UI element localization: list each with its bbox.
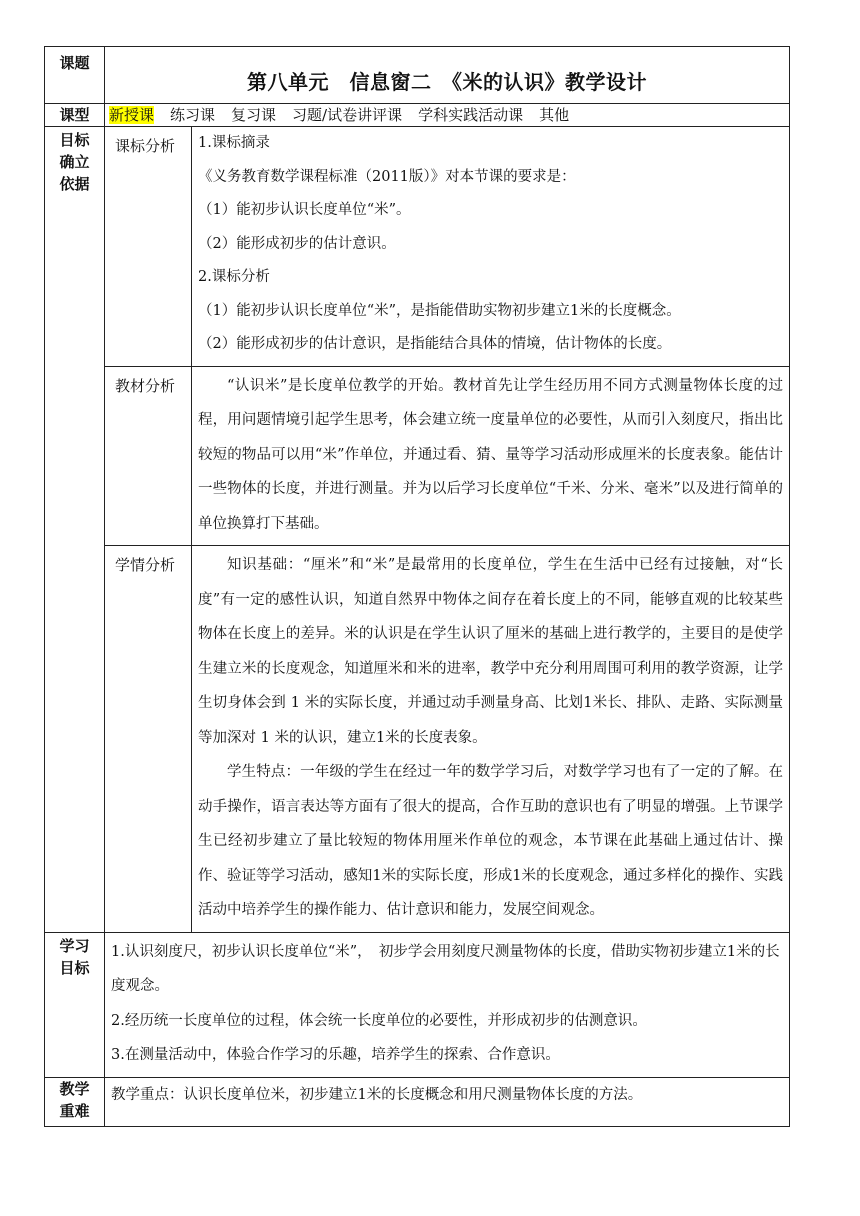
textbook-row <box>45 366 790 546</box>
goal-item: 2.经历统一长度单位的过程，体会统一长度单位的必要性，并形成初步的估测意识。 <box>111 1012 647 1029</box>
page-title: 第八单元 信息窗二 《米的认识》教学设计 <box>247 70 647 94</box>
goals-row <box>45 932 790 1077</box>
lesson-type-option: 新授课 <box>109 106 155 124</box>
standards-row <box>45 127 790 367</box>
lesson-type-option: 其他 <box>539 106 570 124</box>
standards-line: （1）能初步认识长度单位“米”。 <box>198 202 411 218</box>
students-content <box>192 546 790 933</box>
standards-line: 《义务教育数学课程标准（2011版）》对本节课的要求是： <box>198 168 576 185</box>
lesson-type-option: 学科实践活动课 <box>418 106 524 124</box>
topic-row <box>45 47 790 104</box>
standards-content <box>192 127 790 367</box>
standards-line: 2.课标分析 <box>198 269 270 285</box>
textbook-label: 教材分析 <box>105 366 192 546</box>
goal-item: 3.在测量活动中，体验合作学习的乐趣，培养学生的探索、合作意识。 <box>111 1047 560 1063</box>
standards-line: （2）能形成初步的估计意识，是指能结合具体的情境，估计物体的长度。 <box>198 336 672 352</box>
key-points-row <box>45 1077 790 1126</box>
goals-label <box>45 932 105 1077</box>
goal-item: 1.认识刻度尺，初步认识长度单位“米”， 初步学会用刻度尺测量物体的长度，借助实物初步建立1米的长度观念。 <box>111 943 780 994</box>
key-label-text: 教学重难 <box>59 1079 90 1120</box>
type-row <box>45 104 790 127</box>
standards-line: （1）能初步认识长度单位“米”，是指能借助实物初步建立1米的长度概念。 <box>198 302 681 319</box>
lesson-design-table <box>44 46 790 1127</box>
goals-content <box>105 932 790 1077</box>
textbook-content <box>192 366 790 546</box>
key-label <box>45 1077 105 1126</box>
standards-label: 课标分析 <box>105 127 192 367</box>
basis-label-text: 目标确立依据 <box>59 131 90 193</box>
students-paragraph-knowledge: 知识基础：“厘米”和“米”是最常用的长度单位，学生在生活中已经有过接触，对“长度”有一定的感性认识，知道自然界中物体之间存在着长度上的不同，能够直观的比较某些物体在长度上的差异。米的认识是在学生认识了厘米的基础上进行教学的，主要目的是使学生建立米的长度观念，知道厘米和米的进率，教学中充分利用周围可利用的教学资源，让学生切身体会到 1 米的实际长度，并通过动手测量身高、比划1米长、排队、走路、实际测量等加深对 1 米的认识，建立1米的长度表象。 <box>198 557 783 746</box>
goals-label-text: 学习目标 <box>59 936 90 977</box>
students-label: 学情分析 <box>105 546 192 933</box>
key-points-content <box>105 1077 790 1126</box>
lesson-type-options <box>105 104 790 127</box>
standards-line: （2）能形成初步的估计意识。 <box>198 235 396 252</box>
topic-label: 课题 <box>45 47 105 104</box>
lesson-type-option: 习题/试卷讲评课 <box>292 106 403 124</box>
lesson-type-option: 复习课 <box>231 106 277 124</box>
students-row <box>45 546 790 933</box>
lesson-type-option: 练习课 <box>170 106 216 124</box>
textbook-paragraph: “认识米”是长度单位教学的开始。教材首先让学生经历用不同方式测量物体长度的过程，用问题情境引起学生思考，体会建立统一度量单位的必要性，从而引入刻度尺，指出比较短的物品可以用“米”作单位，并通过看、猜、量等学习活动形成厘米的长度表象。能估计一些物体的长度，并进行测量。并为以后学习长度单位“千米、分米、毫米”以及进行简单的单位换算打下基础。 <box>198 377 783 532</box>
students-paragraph-traits: 学生特点：一年级的学生在经过一年的数学学习后，对数学学习也有了一定的了解。在动手操作，语言表达等方面有了很大的提高，合作互助的意识也有了明显的增强。上节课学生已经初步建立了量比较短的物体用厘米作单位的观念，本节课在此基础上通过估计、操作、验证等学习活动，感知1米的实际长度，形成1米的长度观念，通过多样化的操作、实践活动中培养学生的操作能力、估计意识和能力，发展空间观念。 <box>198 764 783 918</box>
type-label: 课型 <box>45 104 105 127</box>
standards-line: 1.课标摘录 <box>198 135 270 151</box>
title-cell <box>105 47 790 104</box>
key-points-text: 教学重点：认识长度单位米，初步建立1米的长度概念和用尺测量物体长度的方法。 <box>111 1086 643 1103</box>
basis-label <box>45 127 105 933</box>
